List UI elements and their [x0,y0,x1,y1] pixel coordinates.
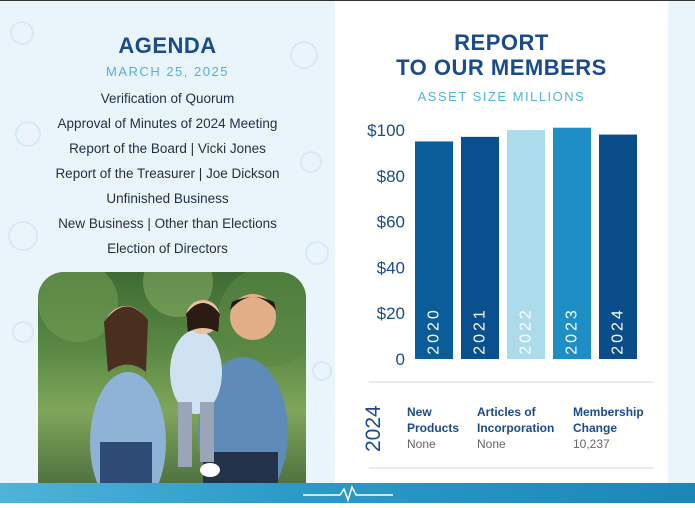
agenda-item: Report of the Board | Vicki Jones [69,141,266,156]
y-tick-label: $40 [376,258,405,278]
agenda-date: MARCH 25, 2025 [106,64,229,79]
agenda-title: AGENDA [118,33,217,58]
agenda-item: New Business | Other than Elections [58,216,277,231]
category-label-2022: 2022 [517,307,535,355]
decorative-circle-icon [312,361,332,381]
stat-label: Change [573,421,618,435]
report-title-line2: TO OUR MEMBERS [396,55,607,80]
heartbeat-icon [0,483,695,503]
stat-value: None [477,437,506,451]
stat-label: New [407,405,432,419]
family-photo [38,272,306,503]
y-tick-label: $20 [376,304,405,324]
y-tick-label: $80 [376,166,405,186]
stat-label: Articles of [477,405,536,419]
family-photo-illustration [38,272,306,503]
stat-new-products [407,404,459,452]
category-label-2020: 2020 [425,307,443,355]
report-title [335,30,668,80]
stat-articles-of-incorporation [477,404,554,452]
stat-membership-change [573,404,644,452]
stat-value: None [407,437,436,451]
category-label-2023: 2023 [563,307,581,355]
divider-top [369,381,654,383]
agenda-item: Unfinished Business [106,191,229,206]
report-subtitle: ASSET SIZE MILLIONS [417,89,586,104]
edge-strip [668,1,695,503]
agenda-item: Approval of Minutes of 2024 Meeting [57,116,278,131]
category-label-2024: 2024 [609,307,627,355]
agenda-list [0,89,335,264]
stat-label: Products [407,421,460,435]
asset-size-bar-chart [335,110,668,370]
y-tick-label: $100 [367,121,405,140]
agenda-item: Report of the Treasurer | Joe Dickson [55,166,280,181]
stat-label: Incorporation [477,421,555,435]
decorative-circle-icon [12,321,34,343]
report-title-line1: REPORT [454,30,549,55]
agenda-item: Verification of Quorum [100,91,235,106]
stat-label: Membership [573,405,644,419]
y-tick-label: $60 [376,212,405,232]
divider-bottom [369,467,654,469]
category-label-2021: 2021 [471,307,489,355]
y-tick-label: 0 [395,350,405,369]
bottom-bar [0,483,695,503]
agenda-item: Election of Directors [107,241,228,256]
stat-value: 10,237 [573,437,610,451]
stats-year: 2024 [362,405,385,453]
